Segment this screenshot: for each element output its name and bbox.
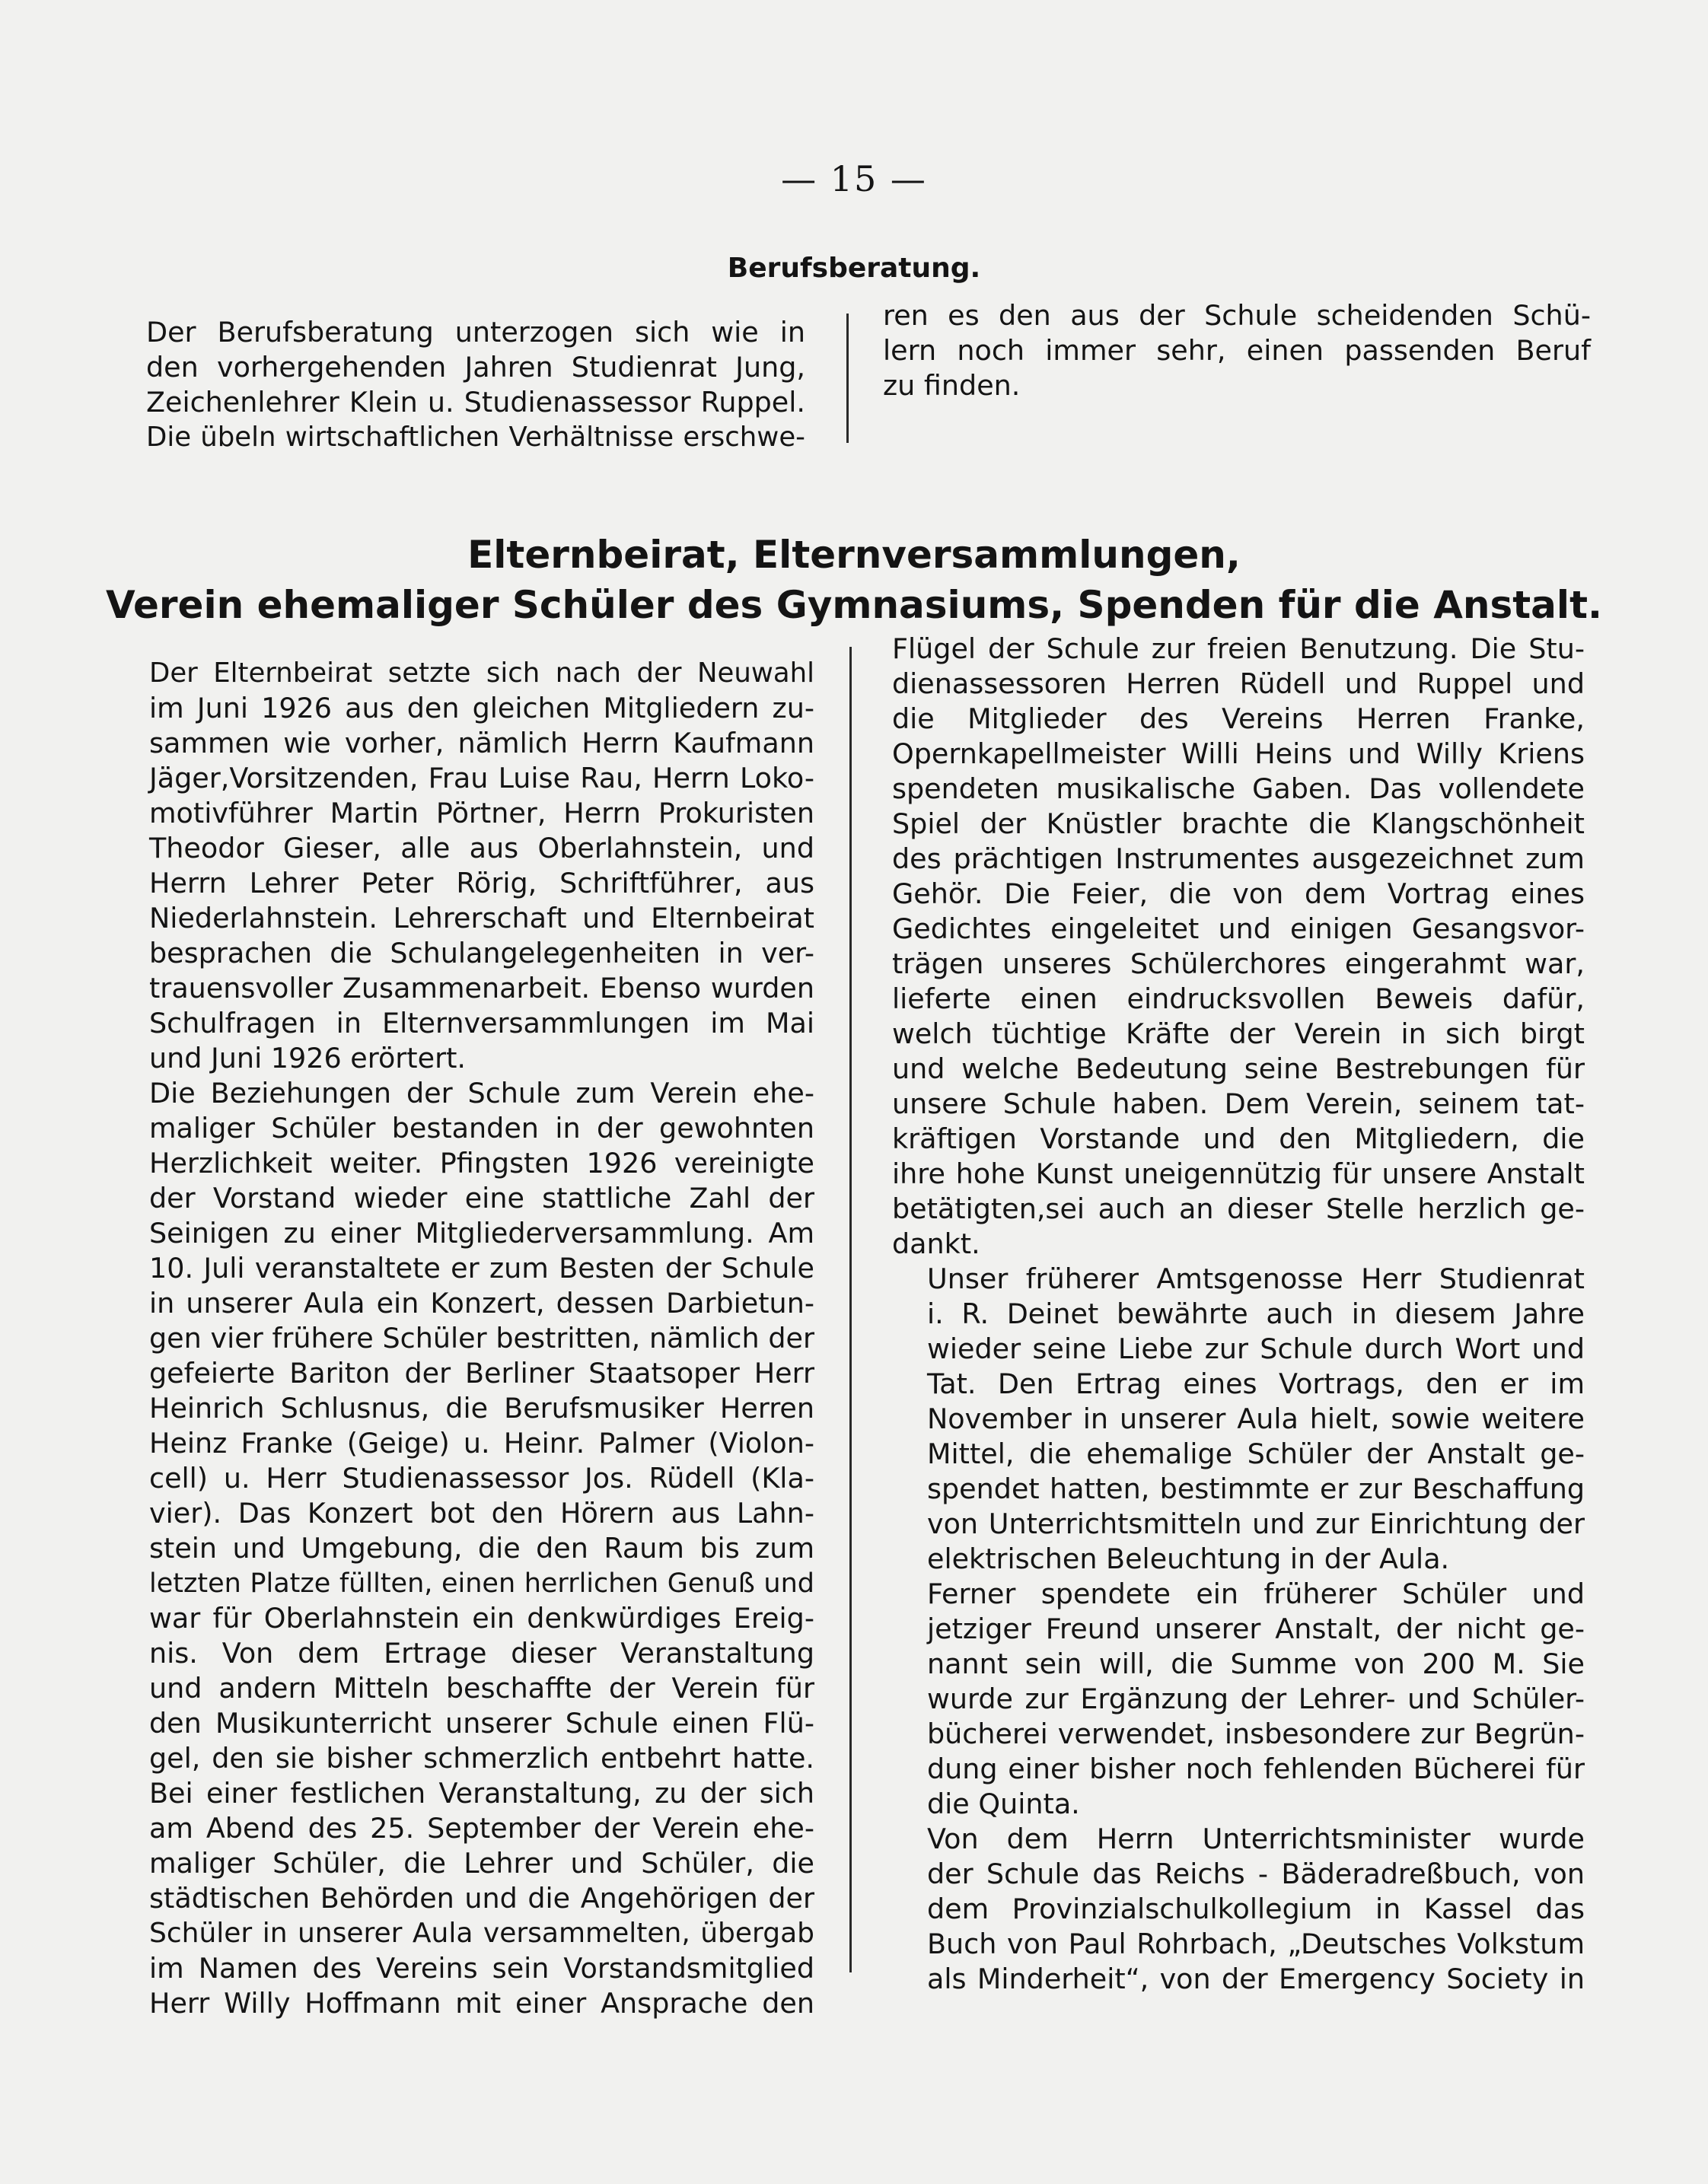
section-heading-line-2: Verein ehemaliger Schüler des Gymnasiums, Spenden für die Anstalt.	[106, 583, 1602, 627]
text-line: maliger Schüler, die Lehrer und Schüler, die	[149, 1847, 814, 1880]
text-line: Bei einer festlichen Veranstaltung, zu der sich	[149, 1777, 814, 1810]
text-line: Heinrich Schlusnus, die Berufsmusiker Herren	[149, 1392, 814, 1425]
text-line: gen vier frühere Schüler bestritten, nämlich der	[149, 1322, 814, 1355]
text-line: die Quinta.	[927, 1788, 1080, 1820]
text-line: Mittel, die ehemalige Schüler der Anstalt ge-	[927, 1437, 1585, 1470]
text-line: jetziger Freund unserer Anstalt, der nicht ge-	[927, 1613, 1585, 1645]
text-line: bücherei verwendet, insbesondere zur Begrün-	[927, 1718, 1585, 1750]
column-divider	[849, 647, 852, 1972]
text-line: Die Beziehungen der Schule zum Verein ehe-	[149, 1077, 814, 1110]
column-divider	[846, 314, 849, 443]
paragraph	[114, 1076, 814, 2021]
text-line: Unser früherer Amtsgenosse Herr Studienrat	[927, 1262, 1585, 1295]
text-line: nannt sein will, die Summe von 200 M. Sie	[927, 1648, 1585, 1680]
text-line: Der Elternbeirat setzte sich nach der Neuwahl	[149, 657, 814, 689]
paragraph	[111, 315, 805, 455]
elternbeirat-left-column	[114, 656, 814, 2021]
text-line: trauensvoller Zusammenarbeit. Ebenso wurden	[149, 972, 814, 1004]
text-line: i. R. Deinet bewährte auch in diesem Jahre	[927, 1297, 1585, 1330]
text-line: von Unterrichtsmitteln und zur Einrichtung der	[927, 1507, 1585, 1540]
text-line: ihre hohe Kunst uneigennützig für unsere Anstalt	[892, 1157, 1585, 1190]
paragraph	[892, 1577, 1585, 1822]
text-line: dung einer bisher noch fehlenden Bücherei für	[927, 1753, 1585, 1785]
text-line: trägen unseres Schülerchores eingerahmt war,	[892, 947, 1585, 980]
text-line: Heinz Franke (Geige) u. Heinr. Palmer (Violon-	[149, 1427, 814, 1460]
text-line: den vorhergehenden Jahren Studienrat Jung,	[146, 351, 805, 384]
text-line: im Namen des Vereins sein Vorstandsmitglied	[149, 1952, 814, 1985]
text-line: als Minderheit“, von der Emergency Society in	[927, 1963, 1585, 1995]
text-line: den Musikunterricht unserer Schule einen Flü-	[149, 1707, 814, 1740]
text-line: vier). Das Konzert bot den Hörern aus Lahn-	[149, 1497, 814, 1530]
text-line: sammen wie vorher, nämlich Herrn Kaufmann	[149, 727, 814, 759]
text-line: 10. Juli veranstaltete er zum Besten der Schule	[149, 1252, 814, 1285]
text-line: der Vorstand wieder eine stattliche Zahl der	[149, 1182, 814, 1215]
text-line: zu finden.	[883, 369, 1021, 402]
page-number: — 15 —	[781, 158, 927, 199]
text-line: Der Berufsberatung unterzogen sich wie in	[146, 316, 805, 349]
paragraph	[892, 1822, 1585, 1997]
text-line: Opernkapellmeister Willi Heins und Willy Kriens	[892, 737, 1585, 770]
text-line: motivführer Martin Pörtner, Herrn Prokuristen	[149, 797, 814, 829]
text-line: stein und Umgebung, die den Raum bis zum	[149, 1532, 814, 1565]
text-line: kräftigen Vorstande und den Mitgliedern, die	[892, 1122, 1585, 1155]
text-line: spendeten musikalische Gaben. Das vollendete	[892, 772, 1585, 805]
text-line: Buch von Paul Rohrbach, „Deutsches Volkstum	[927, 1928, 1585, 1960]
berufsberatung-left-column	[111, 315, 805, 455]
text-line: im Juni 1926 aus den gleichen Mitgliedern zu-	[149, 692, 814, 724]
text-line: Die übeln wirtschaftlichen Verhältnisse erschwe-	[146, 422, 805, 453]
berufsberatung-right-column	[883, 298, 1591, 403]
text-line: und andern Mitteln beschaffte der Verein für	[149, 1672, 814, 1705]
text-line: wurde zur Ergänzung der Lehrer- und Schüler-	[927, 1683, 1585, 1715]
text-line: dienassessoren Herren Rüdell und Ruppel und	[892, 667, 1585, 700]
text-line: Gedichtes eingeleitet und einigen Gesangsvor-	[892, 912, 1585, 945]
text-line: Seinigen zu einer Mitgliederversammlung. Am	[149, 1217, 814, 1250]
text-line: des prächtigen Instrumentes ausgezeichnet zum	[892, 842, 1585, 875]
text-line: dem Provinzialschulkollegium in Kassel das	[927, 1893, 1585, 1925]
text-line: Schüler in unserer Aula versammelten, übergab	[149, 1918, 814, 1949]
text-line: wieder seine Liebe zur Schule durch Wort und	[927, 1332, 1585, 1365]
text-line: Tat. Den Ertrag eines Vortrags, den er im	[927, 1367, 1585, 1400]
text-line: betätigten,sei auch an dieser Stelle herzlich ge-	[892, 1192, 1585, 1225]
text-line: Herrn Lehrer Peter Rörig, Schriftführer, aus	[149, 867, 814, 899]
text-line: November in unserer Aula hielt, sowie weitere	[927, 1402, 1585, 1435]
text-line: Niederlahnstein. Lehrerschaft und Elternbeirat	[149, 902, 814, 934]
text-line: elektrischen Beleuchtung in der Aula.	[927, 1542, 1450, 1575]
text-line: Theodor Gieser, alle aus Oberlahnstein, und	[149, 832, 814, 864]
text-line: am Abend des 25. September der Verein ehe-	[149, 1812, 814, 1845]
text-line: Herr Willy Hoffmann mit einer Ansprache den	[149, 1987, 814, 2020]
text-line: spendet hatten, bestimmte er zur Beschaffung	[927, 1472, 1585, 1505]
text-line: welch tüchtige Kräfte der Verein in sich birgt	[892, 1017, 1585, 1050]
text-line: und welche Bedeutung seine Bestrebungen für	[892, 1052, 1585, 1085]
text-line: nis. Von dem Ertrage dieser Veranstaltung	[149, 1637, 814, 1670]
text-line: städtischen Behörden und die Angehörigen der	[149, 1882, 814, 1915]
text-line: ren es den aus der Schule scheidenden Schü-	[883, 299, 1591, 332]
text-line: dankt.	[892, 1227, 980, 1260]
text-line: Herzlichkeit weiter. Pfingsten 1926 vereinigte	[149, 1147, 814, 1180]
paragraph	[114, 656, 814, 1076]
text-line: in unserer Aula ein Konzert, dessen Darbietun-	[149, 1287, 814, 1320]
text-line: der Schule das Reichs - Bäderadreßbuch, von	[927, 1858, 1585, 1890]
text-line: gel, den sie bisher schmerzlich entbehrt hatte.	[149, 1742, 814, 1775]
text-line: gefeierte Bariton der Berliner Staatsoper Herr	[149, 1357, 814, 1390]
text-line: lieferte einen eindrucksvollen Beweis dafür,	[892, 982, 1585, 1015]
text-line: maliger Schüler bestanden in der gewohnten	[149, 1112, 814, 1145]
text-line: Gehör. Die Feier, die von dem Vortrag eines	[892, 877, 1585, 910]
text-line: die Mitglieder des Vereins Herren Franke,	[892, 702, 1585, 735]
text-line: besprachen die Schulangelegenheiten in ver-	[149, 937, 814, 969]
paragraph	[883, 298, 1591, 403]
text-line: lern noch immer sehr, einen passenden Beruf	[883, 334, 1591, 367]
text-line: Schulfragen in Elternversammlungen im Mai	[149, 1007, 814, 1039]
text-line: Zeichenlehrer Klein u. Studienassessor Ruppel.	[146, 386, 805, 419]
section-heading-line-1: Elternbeirat, Elternversammlungen,	[467, 533, 1241, 577]
text-line: Von dem Herrn Unterrichtsminister wurde	[927, 1823, 1585, 1855]
elternbeirat-right-column	[892, 632, 1585, 1997]
paragraph	[892, 1262, 1585, 1577]
text-line: und Juni 1926 erörtert.	[149, 1042, 466, 1074]
text-line: Ferner spendete ein früherer Schüler und	[927, 1578, 1585, 1610]
text-line: Spiel der Knüstler brachte die Klangschönheit	[892, 807, 1585, 840]
text-line: letzten Platze füllten, einen herrlichen Genuß und	[149, 1568, 814, 1599]
paragraph	[892, 632, 1585, 1262]
text-line: unsere Schule haben. Dem Verein, seinem tat-	[892, 1087, 1585, 1120]
text-line: war für Oberlahnstein ein denkwürdiges Ereig-	[149, 1602, 814, 1635]
text-line: Jäger,Vorsitzenden, Frau Luise Rau, Herrn Loko-	[149, 762, 814, 794]
text-line: Flügel der Schule zur freien Benutzung. Die Stu-	[892, 632, 1585, 665]
text-line: cell) u. Herr Studienassessor Jos. Rüdell (Kla-	[149, 1462, 814, 1495]
section-heading-berufsberatung: Berufsberatung.	[727, 253, 981, 284]
